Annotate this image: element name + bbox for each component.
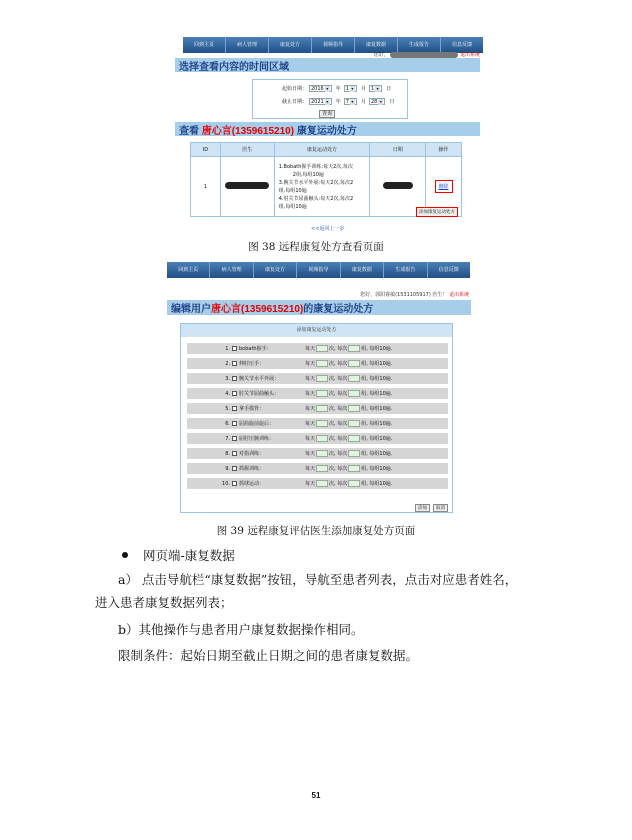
exercise-row: 10. 抓球运动： 每天 次, 每次 组, 每组10遍. [187,478,448,489]
exercise-checkbox[interactable] [232,406,237,411]
exercise-checkbox[interactable] [232,481,237,486]
welcome-text: 您好， 退出系统 [373,52,480,58]
form-title: 添加康复运动处方 [181,324,452,337]
exercise-checkbox[interactable] [232,391,237,396]
date-range-panel [252,79,408,119]
nav-report[interactable]: 生成报告 [384,262,427,278]
query-button[interactable]: 查询 [319,110,335,118]
nav-patients[interactable]: 病人管理 [226,37,269,53]
times-input[interactable] [316,375,328,382]
nav-prescription[interactable]: 康复处方 [269,37,312,53]
exercise-checkbox[interactable] [232,346,237,351]
exercise-checkbox[interactable] [232,466,237,471]
times-input[interactable] [316,390,328,397]
times-input[interactable] [316,465,328,472]
end-year-select[interactable]: 2021 ▾ [309,98,332,105]
paragraph-a-line1: a） 点击导航栏“康复数据”按钮，导航至患者列表，点击对应患者姓名， [118,572,518,587]
chevron-down-icon: ▾ [326,99,329,104]
groups-input[interactable] [348,435,360,442]
patient-name[interactable]: 唐心言(1359615210) [201,125,295,137]
figure-39-caption: 图 39 远程康复评估医生添加康复处方页面 [216,525,416,537]
view-prescription-header: 查看 唐心言(1359615210) 康复运动处方 [175,122,480,136]
groups-input[interactable] [348,345,360,352]
exercise-row: 8. 对指训练： 每天 次, 每次 组, 每组10遍. [187,448,448,459]
col-id: ID [191,143,221,157]
nav-video[interactable]: 视频指导 [312,37,355,53]
prescription-text: 1.Bobath握手训练:每天2次,每次 2组,每组10遍 3.腕关节水平外展:每天2次,每次2 组,每组10遍 4.肘关节屈曲触头:每天2次,每次2 组,每组10遍 [274,157,370,217]
figure-38-caption: 图 38 远程康复处方查看页面 [248,241,384,253]
exercise-checkbox[interactable] [232,376,237,381]
exercise-row: 5. 拿手摸背： 每天 次, 每次 组, 每组10遍. [187,403,448,414]
start-date-row: 起始日期： 2016 ▾ 年 1 ▾ 月 1 ▾ 日 [281,86,392,92]
groups-input[interactable] [348,390,360,397]
exercise-row: 7. 屈肘压腕训练： 每天 次, 每次 组, 每组10遍. [187,433,448,444]
nav-home[interactable]: 回到主页 [183,37,226,53]
paragraph-a-line2: 进入患者康复数据列表； [95,595,233,610]
groups-input[interactable] [348,480,360,487]
redacted-doctor [220,157,274,217]
nav-feedback[interactable]: 信息反馈 [438,267,459,273]
table-header-row [191,143,462,157]
exercise-checkbox[interactable] [232,361,237,366]
times-input[interactable] [316,405,328,412]
chevron-down-icon: ▾ [326,86,329,91]
logout-link[interactable]: 退出系统 [459,52,480,58]
back-link[interactable]: <<返回上一步 [311,226,345,232]
delete-link[interactable]: 删除 [435,180,453,193]
end-day-select[interactable]: 28 ▾ [369,98,385,105]
start-year-select[interactable]: 2016 ▾ [309,85,332,92]
exercise-row: 1. bobath握手： 每天 次, 每次 组, 每组10遍. [187,343,448,354]
groups-input[interactable] [348,450,360,457]
nav-rehab-data[interactable]: 康复数据 [341,262,384,278]
exercise-checkbox[interactable] [232,421,237,426]
row-id: 1 [191,157,221,217]
exercise-row: 6. 屈曲旋前旋后： 每天 次, 每次 组, 每组10遍. [187,418,448,429]
col-prescription: 康复运动处方 [274,143,370,157]
paragraph-b: b）其他操作与患者用户康复数据操作相同。 [118,622,364,637]
prescription-table [190,142,462,217]
chevron-down-icon: ▾ [351,99,354,104]
welcome-text: 您好，郭阳睿敏(1531105917) 医生！ 退出系统 [360,292,469,298]
add-prescription-button[interactable]: 添加康复运动处方 [416,207,458,217]
exercise-row: 9. 抓握训练： 每天 次, 每次 组, 每组10遍. [187,463,448,474]
nav-home[interactable]: 回到主页 [167,262,210,278]
end-month-select[interactable]: 7 ▾ [344,98,357,105]
add-button[interactable]: 添加 [415,504,430,512]
times-input[interactable] [316,450,328,457]
start-month-select[interactable]: 1 ▾ [344,85,357,92]
redacted-doctor-name [390,52,458,58]
groups-input[interactable] [348,360,360,367]
page-number: 51 [311,791,321,800]
groups-input[interactable] [348,420,360,427]
col-action: 操作 [426,143,462,157]
exercise-checkbox[interactable] [232,436,237,441]
patient-name: 唐心言(1359615210) [211,304,304,315]
bullet-icon [122,552,128,558]
nav-report[interactable]: 生成报告 [398,37,441,53]
cancel-button[interactable]: 取消 [433,504,448,512]
nav-feedback[interactable]: 信息反馈 [451,42,472,48]
nav-prescription[interactable]: 康复处方 [254,262,297,278]
col-date: 日期 [370,143,426,157]
groups-input[interactable] [348,375,360,382]
times-input[interactable] [316,480,328,487]
start-day-select[interactable]: 1 ▾ [369,85,382,92]
nav-patients[interactable]: 病人管理 [210,262,253,278]
exercise-row: 4. 肘关节屈曲触头： 每天 次, 每次 组, 每组10遍. [187,388,448,399]
limitation-text: 限制条件：起始日期至截止日期之间的患者康复数据。 [118,648,419,663]
groups-input[interactable] [348,405,360,412]
col-doctor: 医生 [220,143,274,157]
chevron-down-icon: ▾ [379,99,382,104]
times-input[interactable] [316,435,328,442]
time-range-header: 选择查看内容的时间区域 [175,58,480,72]
end-date-row: 截止日期： 2021 ▾ 年 7 ▾ 月 28 ▾ 日 [281,99,395,105]
add-prescription-form [180,323,453,513]
bullet-heading: 网页端-康复数据 [143,548,235,563]
logout-link[interactable]: 退出系统 [448,292,469,298]
nav-rehab-data[interactable]: 康复数据 [355,37,398,53]
edit-prescription-header: 编辑用户 唐心言(1359615210) 的康复运动处方 [167,300,471,315]
nav-video[interactable]: 视频指导 [297,262,340,278]
exercise-checkbox[interactable] [232,451,237,456]
times-input[interactable] [316,420,328,427]
chevron-down-icon: ▾ [376,86,379,91]
groups-input[interactable] [348,465,360,472]
times-input[interactable] [316,345,328,352]
times-input[interactable] [316,360,328,367]
exercise-row: 2. 伸肘压手： 每天 次, 每次 组, 每组10遍. [187,358,448,369]
exercise-row: 3. 腕关节水平外展： 每天 次, 每次 组, 每组10遍. [187,373,448,384]
chevron-down-icon: ▾ [351,86,354,91]
nav-bar [167,262,470,278]
